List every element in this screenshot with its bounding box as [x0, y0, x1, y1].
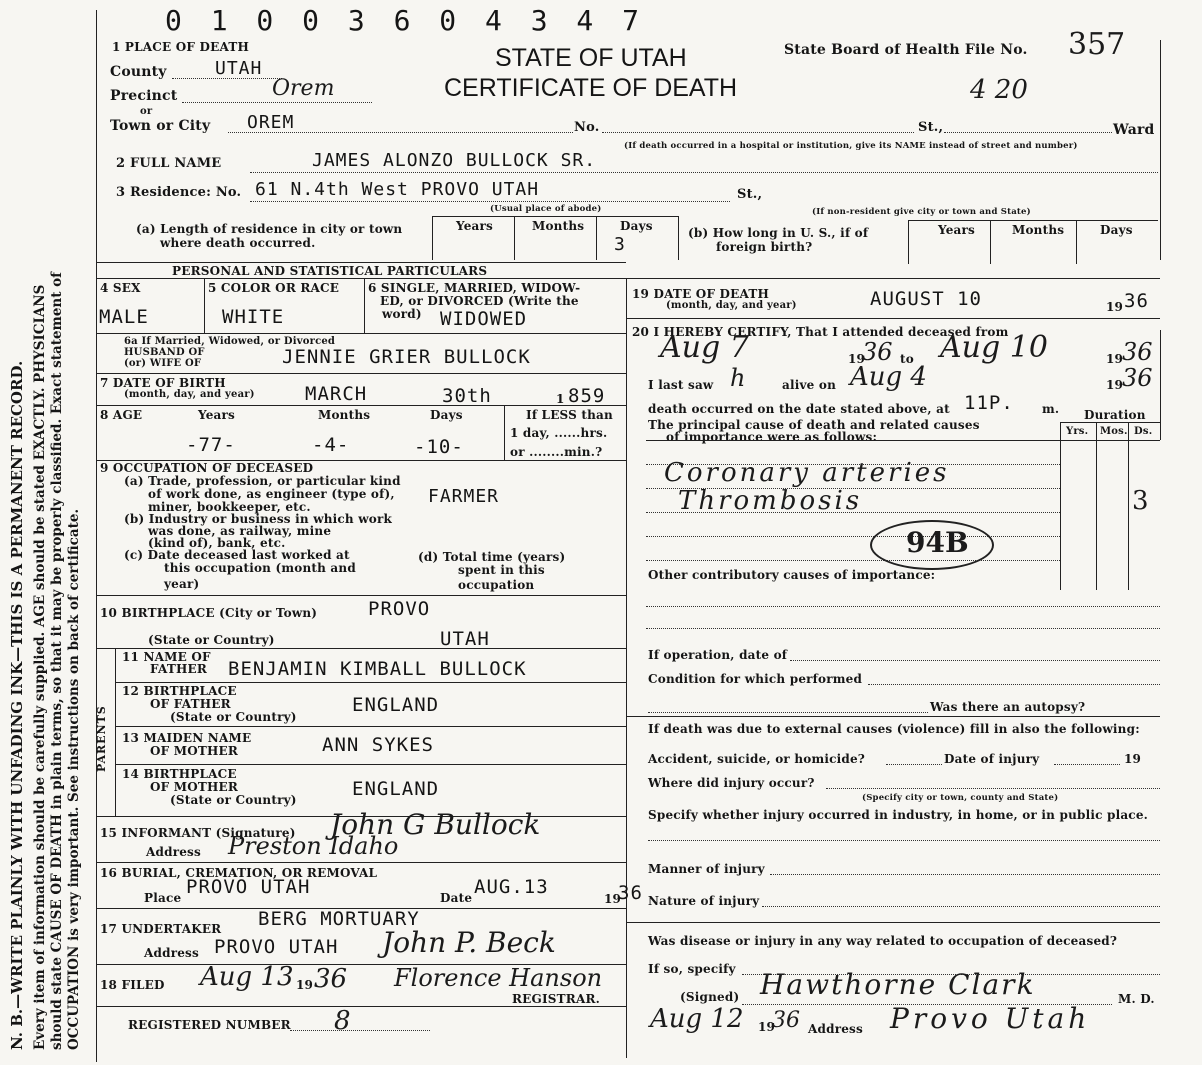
autopsy-line	[648, 712, 928, 713]
informant-signature: John G Bullock	[330, 808, 541, 841]
signed-address-label: Address	[808, 1022, 863, 1036]
death-time-m: m.	[1042, 402, 1060, 416]
less-than-label: If LESS than	[526, 408, 613, 422]
foreign-months-header: Months	[1012, 223, 1065, 237]
res-table-top	[432, 216, 678, 217]
accident-label: Accident, suicide, or homicide?	[648, 752, 866, 766]
res-years-header: Years	[456, 219, 494, 233]
side-note-instructions	[32, 50, 83, 1050]
side-note-line-2: Every item of information should be carefully supplied. AGE should be stated EXACTLY. PHYSICIANS	[32, 284, 48, 1050]
occupation-a2: of work done, as engineer (type of),	[148, 487, 395, 501]
specify-label: Specify whether injury occurred in industry, in home, or in public place.	[648, 808, 1149, 822]
precinct-value: Orem	[272, 76, 335, 101]
mother-birth-value: ENGLAND	[352, 778, 440, 800]
duration-col-1	[1060, 422, 1061, 590]
undertaker-label: 17 UNDERTAKER	[100, 922, 222, 936]
death-occurred-label: death occurred on the date stated above, at	[648, 402, 950, 416]
informant-label: 15 INFORMANT (Signature)	[100, 826, 296, 840]
manner-line	[770, 874, 1160, 875]
occupation-b1: (b) Industry or business in which work	[124, 512, 392, 526]
duration-yrs: Yrs.	[1066, 426, 1089, 437]
mother-birth-label-2: OF MOTHER	[150, 780, 239, 794]
registered-number-line	[290, 1030, 430, 1031]
occupation-value: FARMER	[428, 486, 500, 507]
occupation-d1: (d) Total time (years)	[418, 550, 566, 564]
burial-place-value: PROVO UTAH	[186, 876, 311, 898]
hospital-note: (If death occurred in a hospital or institution, give its NAME instead of street and number)	[624, 141, 1078, 151]
burial-place-label: Place	[144, 891, 182, 905]
mother-label-1: 13 MAIDEN NAME	[122, 731, 252, 745]
age-label: 8 AGE	[100, 408, 143, 422]
duration-col-2	[1096, 422, 1097, 590]
file-no-label: State Board of Health File No.	[784, 42, 1028, 58]
contributory-dot-2	[646, 628, 1160, 629]
file-no-value: 357	[1068, 27, 1126, 62]
dob-day: 30th	[442, 385, 492, 407]
marital-label-1: 6 SINGLE, MARRIED, WIDOW-	[368, 281, 581, 295]
injury-date-label: Date of injury	[944, 752, 1040, 766]
mother-birth-label-1: 14 BIRTHPLACE	[122, 767, 237, 781]
occupation-c3: year)	[164, 577, 200, 591]
alive-on-label: alive on	[782, 378, 837, 392]
father-birth-label-1: 12 BIRTHPLACE	[122, 684, 237, 698]
death-date-row-line	[626, 318, 1160, 319]
foreign-days-header: Days	[1100, 223, 1133, 237]
father-row-line	[115, 682, 626, 683]
mother-value: ANN SYKES	[322, 734, 434, 756]
last-saw-label: I last saw	[648, 378, 714, 392]
res-months-header: Months	[532, 219, 585, 233]
birthplace-value: PROVO	[368, 598, 431, 620]
occupation-row-line	[96, 595, 626, 596]
filed-date: Aug 13	[200, 962, 294, 992]
operation-label: If operation, date of	[648, 648, 788, 662]
duration-col-3	[1128, 422, 1129, 590]
registered-number-value: 8	[334, 1006, 351, 1036]
mother-label-2: OF MOTHER	[150, 744, 239, 758]
full-name-value: JAMES ALONZO BULLOCK SR.	[312, 150, 597, 171]
cause-label-1: The principal cause of death and related causes	[648, 418, 980, 432]
father-label-2: FATHER	[150, 662, 208, 676]
color-label: 5 COLOR OR RACE	[208, 281, 340, 295]
signed-date: Aug 12	[650, 1004, 744, 1034]
death-date-value: AUGUST 10	[870, 288, 982, 310]
county-line	[172, 78, 282, 79]
autopsy-label: Was there an autopsy?	[930, 700, 1086, 714]
alive-year-prefix: 19	[1106, 378, 1124, 392]
dob-row-line	[96, 405, 626, 406]
age-years-label: Years	[198, 408, 236, 422]
burial-date-label: Date	[440, 891, 473, 905]
occupation-b2: was done, as railway, mine	[148, 524, 332, 538]
duration-mos: Mos.	[1100, 426, 1128, 437]
father-birth-label-3: (State or Country)	[170, 710, 297, 724]
foreign-col-3	[1076, 220, 1077, 264]
color-value: WHITE	[222, 306, 285, 328]
file-no-extra: 4 20	[970, 75, 1028, 105]
no-label: No.	[574, 120, 600, 135]
nonresident-note: (If non-resident give city or town and State)	[812, 207, 1031, 217]
occupation-d2: spent in this	[458, 563, 545, 577]
sex-label: 4 SEX	[100, 281, 141, 295]
burial-year-prefix: 19	[604, 892, 622, 906]
res-days-value: 3	[614, 234, 626, 255]
personal-header-line	[96, 278, 1160, 279]
if-so-label: If so, specify	[648, 962, 736, 976]
certificate-number: 0 1 0 0 3 6 0 4 3 4 7	[165, 4, 646, 37]
operation-row-line	[626, 716, 1160, 717]
sex-col	[204, 278, 205, 333]
town-line	[228, 132, 573, 133]
spouse-label-2: HUSBAND OF	[124, 347, 205, 358]
age-years: -77-	[186, 434, 236, 456]
mother-birth-label-3: (State or Country)	[170, 793, 297, 807]
middle-divider	[626, 278, 627, 1058]
filed-row-line	[96, 1006, 626, 1007]
foreign-col-1	[908, 220, 909, 264]
burial-date-value: AUG.13	[474, 876, 549, 898]
age-less-col	[504, 405, 505, 460]
birthplace-label: 10 BIRTHPLACE (City or Town)	[100, 606, 318, 620]
res-days-header: Days	[620, 219, 653, 233]
foreign-col-2	[990, 220, 991, 264]
registrar-signature: Florence Hanson	[394, 964, 603, 992]
operation-line	[790, 660, 1160, 661]
occupation-c1: (c) Date deceased last worked at	[124, 548, 350, 562]
occupation-c2: this occupation (month and	[164, 561, 356, 575]
certify-to-label: to	[900, 352, 914, 366]
informant-row-line	[96, 862, 626, 863]
certify-from-year-prefix: 19	[848, 352, 866, 366]
less-min: or ........min.?	[510, 445, 603, 459]
age-months-label: Months	[318, 408, 371, 422]
duration-ds: Ds.	[1134, 426, 1153, 437]
left-border	[96, 10, 97, 1062]
precinct-label: Precinct	[110, 88, 178, 104]
death-date-label-2: (month, day, and year)	[666, 300, 797, 311]
foreign-label: (b) How long in U. S., if of	[688, 226, 869, 240]
spouse-row-line	[96, 373, 626, 374]
specify-line-1	[648, 840, 1160, 841]
spouse-value: JENNIE GRIER BULLOCK	[282, 346, 531, 368]
injury-date-line	[1054, 764, 1120, 765]
res-col-3	[596, 216, 597, 260]
length-residence-label-2: where death occurred.	[160, 236, 316, 250]
contributory-dot-1	[646, 606, 1160, 607]
foreign-table-top	[908, 220, 1158, 221]
where-injury-label: Where did injury occur?	[648, 776, 815, 790]
side-note-ink: N. B.—WRITE PLAINLY WITH UNFADING INK—THIS IS A PERMANENT RECORD.	[8, 360, 26, 1050]
parents-side-label: PARENTS	[95, 705, 108, 772]
father-birth-value: ENGLAND	[352, 694, 440, 716]
ward-label: Ward	[1113, 122, 1155, 138]
last-saw-value: h	[730, 364, 746, 392]
foreign-label-2: foreign birth?	[716, 240, 813, 254]
personal-top-line	[96, 262, 626, 263]
residence-label: 3 Residence: No.	[116, 185, 242, 200]
filed-year: 36	[314, 964, 348, 994]
duration-top-line	[1060, 422, 1160, 423]
county-label: County	[110, 64, 167, 80]
father-label-1: 11 NAME OF	[122, 650, 211, 664]
external-causes-label: If death was due to external causes (violence) fill in also the following:	[648, 722, 1140, 736]
certify-from-date: Aug 7	[660, 330, 749, 365]
county-value: UTAH	[215, 58, 263, 79]
or-label: or	[140, 106, 153, 117]
undertaker-address-value: PROVO UTAH	[214, 936, 339, 958]
res-col-2	[514, 216, 515, 260]
undertaker-address-label: Address	[144, 946, 199, 960]
where-injury-line	[826, 788, 1160, 789]
alive-year: 36	[1122, 364, 1153, 392]
st-line	[944, 132, 1112, 133]
death-time: 11P.	[964, 392, 1014, 414]
right-border-top	[1160, 40, 1161, 260]
side-note-line-3: should state CAUSE OF DEATH in plain terms, so that it may be properly classified. Exact statement of	[49, 272, 65, 1050]
death-year-prefix: 19	[1106, 300, 1124, 314]
state-title: STATE OF UTAH	[495, 44, 687, 72]
town-value: OREM	[247, 112, 295, 133]
filed-label: 18 FILED	[100, 978, 165, 992]
personal-header: PERSONAL AND STATISTICAL PARTICULARS	[172, 264, 488, 278]
informant-address-value: Preston Idaho	[228, 832, 399, 860]
condition-line	[868, 684, 1160, 685]
informant-address-label: Address	[146, 845, 201, 859]
dob-year: 859	[568, 385, 606, 407]
cause-code: 94B	[906, 526, 969, 559]
cause-2: Thrombosis	[678, 486, 863, 516]
marital-label-2: ED, or DIVORCED (Write the	[380, 294, 579, 308]
full-name-label: 2 FULL NAME	[116, 156, 222, 171]
where-injury-note: (Specify city or town, county and State)	[862, 793, 1059, 803]
signed-label: (Signed)	[680, 990, 740, 1004]
certify-to-year: 36	[1122, 338, 1153, 366]
cause-dot-5	[646, 560, 1060, 561]
certificate-title: CERTIFICATE OF DEATH	[444, 74, 738, 102]
town-label: Town or City	[110, 118, 211, 134]
sex-value: MALE	[99, 306, 149, 328]
cause-dot-4	[646, 536, 1060, 537]
dob-label-1: 7 DATE OF BIRTH	[100, 376, 226, 390]
residence-line	[250, 201, 730, 202]
sex-row-line	[96, 333, 626, 334]
marital-value: WIDOWED	[440, 308, 528, 330]
alive-on-date: Aug 4	[850, 362, 927, 392]
contributory-label: Other contributory causes of importance:	[648, 568, 936, 582]
occupation-a3: miner, bookkeeper, etc.	[148, 500, 311, 514]
res-col-1	[432, 216, 433, 260]
injury-row-line	[626, 922, 1160, 923]
father-value: BENJAMIN KIMBALL BULLOCK	[228, 658, 527, 680]
birthplace-state-label: (State or Country)	[148, 633, 275, 647]
occupation-b3: (kind of), bank, etc.	[148, 536, 286, 550]
death-date-label-1: 19 DATE OF DEATH	[632, 287, 770, 301]
age-days-label: Days	[430, 408, 463, 422]
father-birth-row-line	[115, 726, 626, 727]
manner-label: Manner of injury	[648, 862, 765, 876]
father-birth-label-2: OF FATHER	[150, 697, 231, 711]
length-residence-label: (a) Length of residence in city or town	[136, 222, 403, 236]
nature-line	[762, 906, 1160, 907]
cause-top-line	[646, 440, 1160, 441]
full-name-line	[250, 172, 1158, 173]
residence-st-label: St.,	[737, 187, 763, 202]
md-label: M. D.	[1118, 992, 1155, 1006]
st-label: St.,	[918, 120, 944, 135]
burial-year: 36	[618, 882, 643, 904]
less-day: 1 day, ......hrs.	[510, 426, 608, 440]
age-days: -10-	[414, 436, 464, 458]
certify-to-year-prefix: 19	[1106, 352, 1124, 366]
marital-label-3: word)	[382, 307, 422, 321]
registrar-label: REGISTRAR.	[512, 992, 601, 1006]
certify-label: 20 I HEREBY CERTIFY, That I attended deceased from	[632, 325, 1009, 339]
occupation-d3: occupation	[458, 578, 535, 592]
cause-duration: 3	[1132, 486, 1149, 516]
dob-year-prefix: 1	[556, 392, 565, 406]
foreign-years-header: Years	[938, 223, 976, 237]
dob-month: MARCH	[305, 383, 368, 405]
nature-label: Nature of injury	[648, 894, 760, 908]
birthplace-state-value: UTAH	[440, 628, 490, 650]
signed-year: 36	[772, 1008, 800, 1033]
res-col-4	[678, 216, 679, 260]
precinct-line	[182, 102, 372, 103]
mother-row-line	[115, 764, 626, 765]
accident-line	[886, 764, 942, 765]
registered-number-label: REGISTERED NUMBER	[128, 1018, 291, 1032]
color-col	[364, 278, 365, 333]
cause-label-2: of importance were as follows:	[666, 430, 878, 444]
certify-from-year: 36	[862, 338, 893, 366]
usual-abode-note: (Usual place of abode)	[490, 204, 602, 214]
spouse-label-3: (or) WIFE OF	[124, 358, 202, 369]
occupation-label: 9 OCCUPATION OF DECEASED	[100, 461, 314, 475]
condition-label: Condition for which performed	[648, 672, 863, 686]
occupation-a1: (a) Trade, profession, or particular kind	[124, 474, 401, 488]
place-of-death-label: 1 PLACE OF DEATH	[112, 40, 249, 54]
cause-1: Coronary arteries	[664, 458, 950, 488]
birthplace-row-line	[96, 648, 626, 649]
signed-year-prefix: 19	[758, 1020, 776, 1034]
filed-year-prefix: 19	[296, 978, 314, 992]
duration-label: Duration	[1084, 408, 1146, 422]
certify-to-date: Aug 10	[940, 330, 1048, 365]
spouse-label-1: 6a If Married, Widowed, or Divorced	[124, 336, 336, 347]
undertaker-signature: John P. Beck	[382, 926, 556, 959]
occupation-related-label: Was disease or injury in any way related to occupation of deceased?	[648, 934, 1118, 948]
age-months: -4-	[312, 434, 350, 456]
right-border-table	[1160, 330, 1161, 440]
undertaker-value: BERG MORTUARY	[258, 908, 420, 930]
parents-col	[115, 648, 116, 816]
death-year: 36	[1124, 290, 1149, 312]
side-note-line-4: OCCUPATION is very important. See instructions on back of certificate.	[66, 508, 82, 1050]
residence-value: 61 N.4th West PROVO UTAH	[255, 179, 540, 200]
signed-address-value: Provo Utah	[890, 1002, 1091, 1035]
burial-label: 16 BURIAL, CREMATION, OR REMOVAL	[100, 866, 378, 880]
injury-year: 19	[1124, 752, 1142, 766]
physician-signature: Hawthorne Clark	[760, 968, 1036, 1001]
no-line	[602, 132, 914, 133]
dob-label-2: (month, day, and year)	[124, 389, 255, 400]
